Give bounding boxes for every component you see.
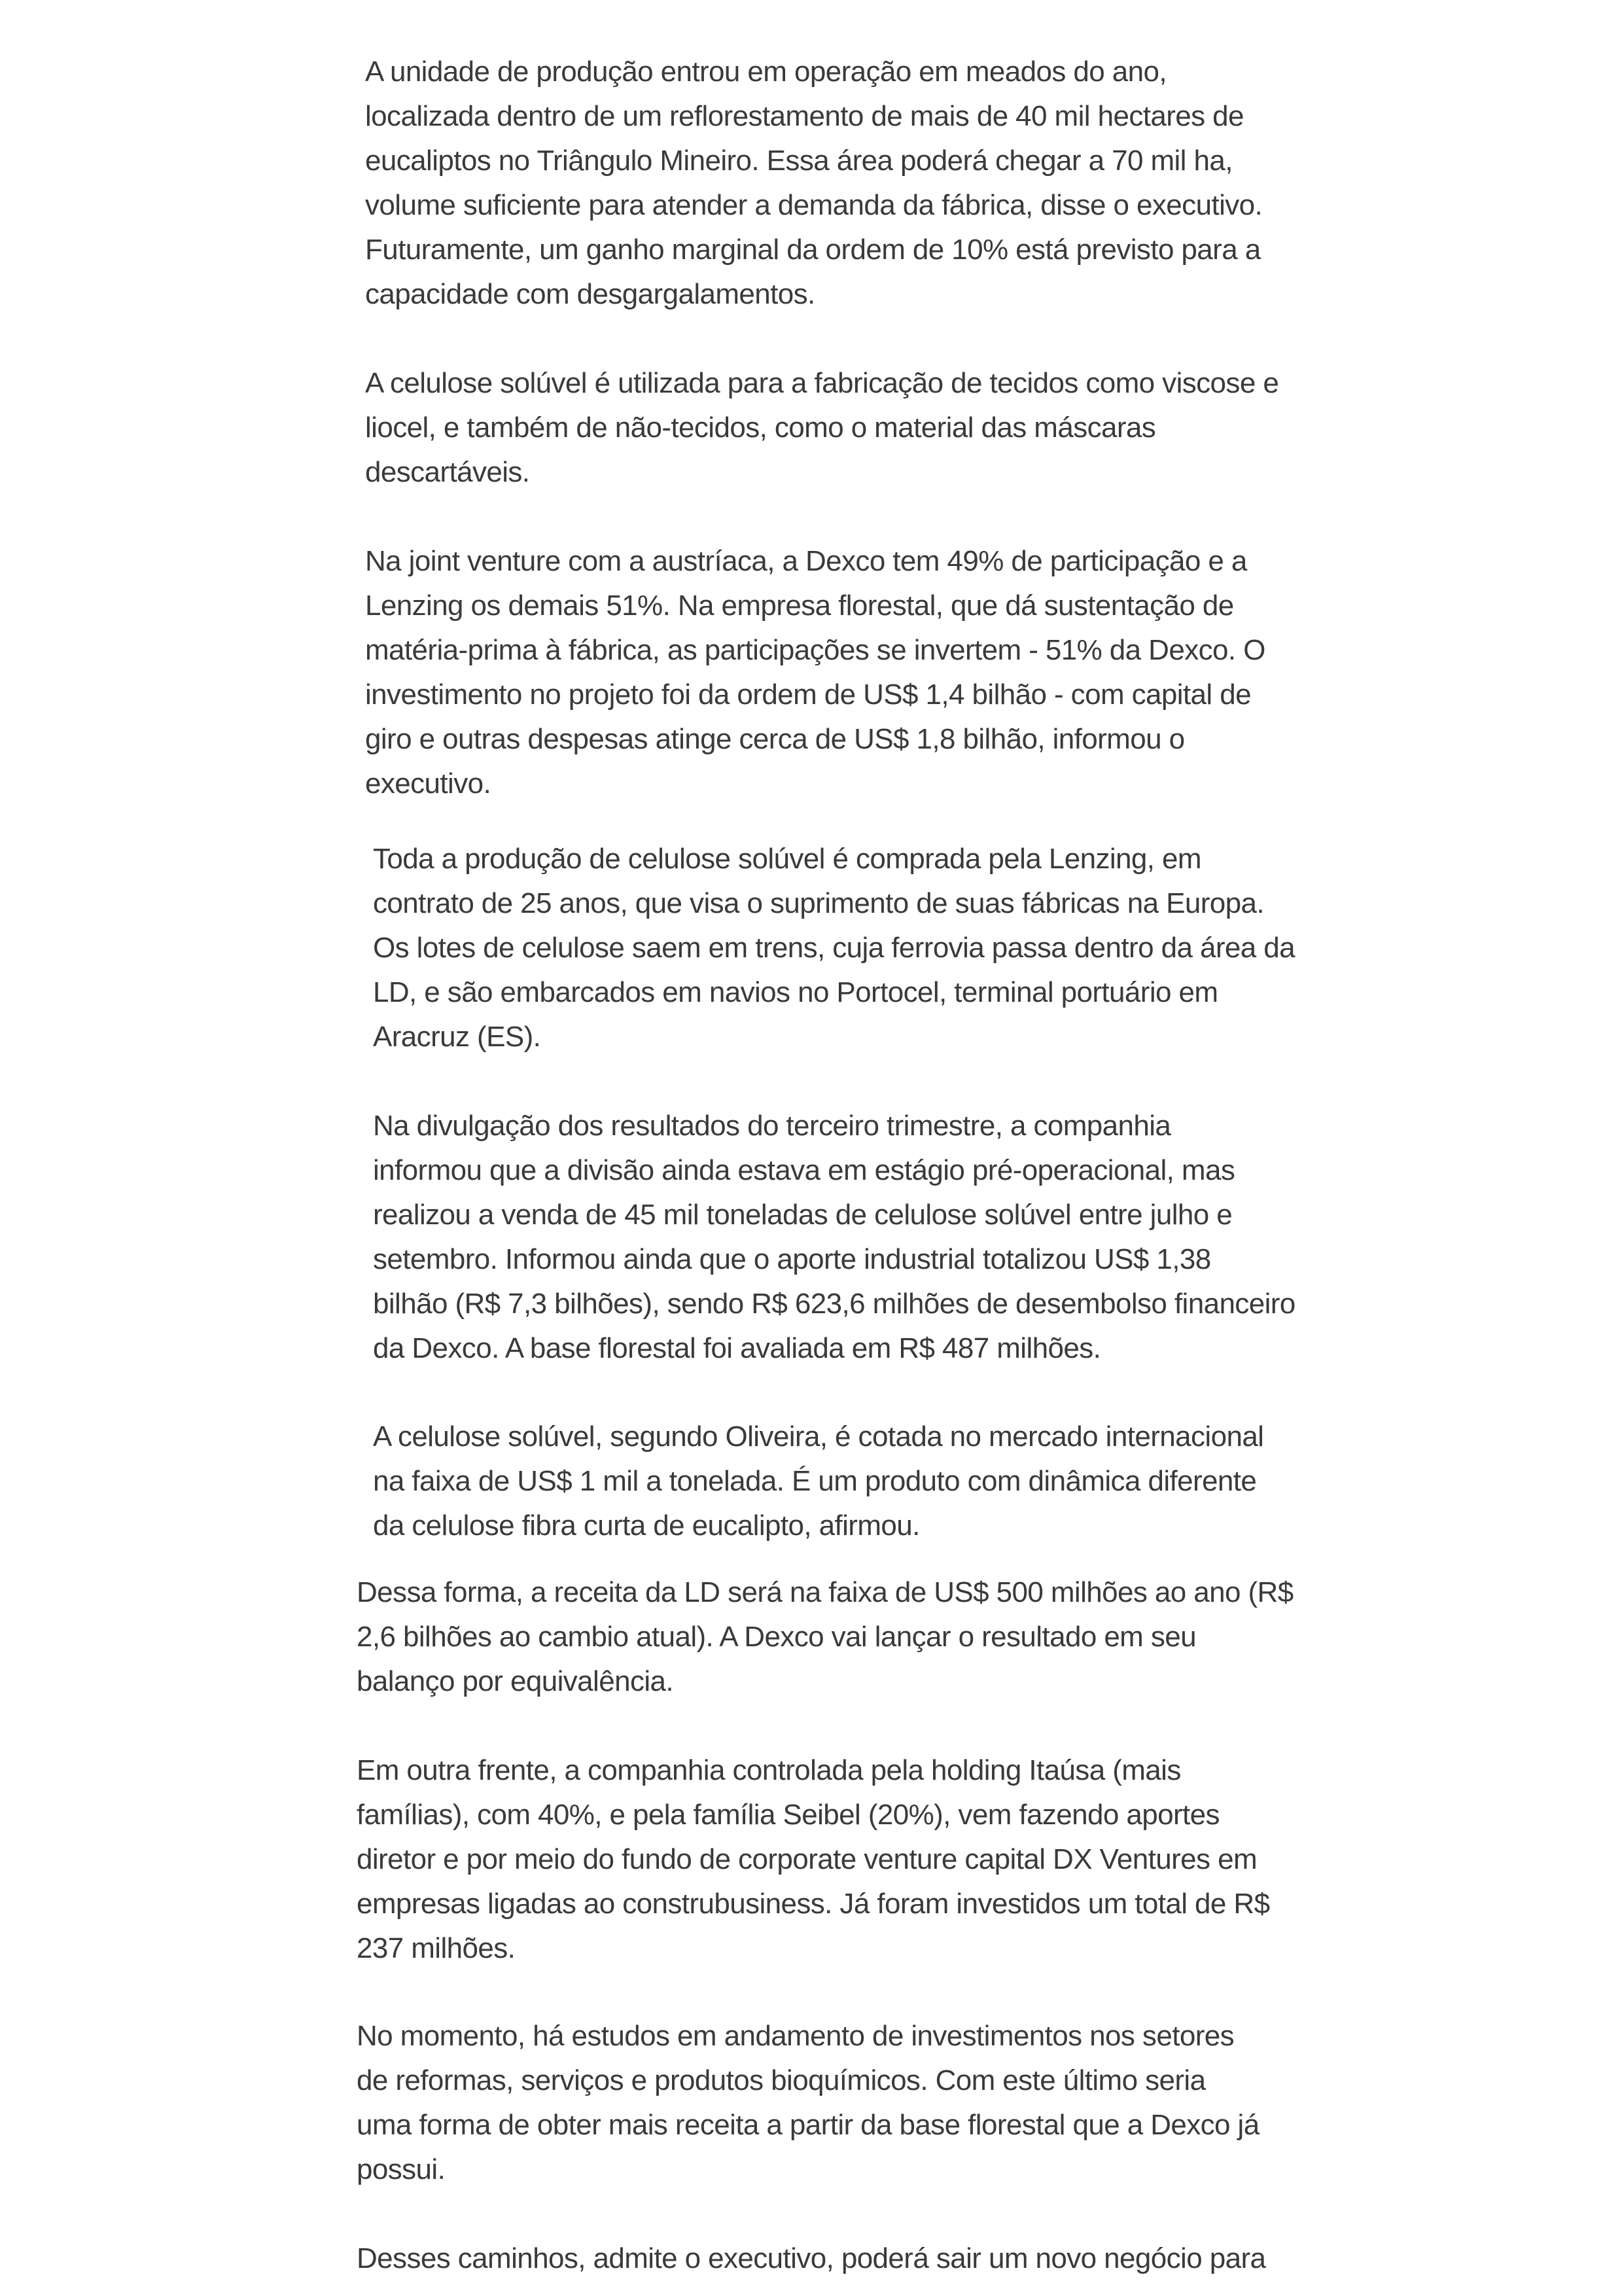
text-line: localizada dentro de um reflorestamento de mais de 40 mil hectares de (365, 100, 1244, 132)
text-line: executivo. (365, 768, 491, 800)
paragraph-new-studies (357, 2014, 1260, 2192)
text-line: Futuramente, um ganho marginal da ordem de 10% está previsto para a (365, 234, 1261, 266)
text-line: Toda a produção de celulose solúvel é comprada pela Lenzing, em (373, 843, 1201, 875)
paragraph-ld-revenue (357, 1570, 1294, 1704)
text-line: eucaliptos no Triângulo Mineiro. Essa área poderá chegar a 70 mil ha, (365, 145, 1233, 177)
text-line: volume suficiente para atender a demanda da fábrica, disse o executivo. (365, 189, 1263, 221)
text-line: uma forma de obter mais receita a partir da base florestal que a Dexco já (357, 2109, 1260, 2141)
text-line: Dessa forma, a receita da LD será na faixa de US$ 500 milhões ao ano (R$ (357, 1576, 1294, 1608)
text-line: na faixa de US$ 1 mil a tonelada. É um produto com dinâmica diferente (373, 1465, 1257, 1497)
text-line: liocel, e também de não-tecidos, como o material das máscaras (365, 412, 1156, 444)
text-line: Aracruz (ES). (373, 1021, 541, 1053)
paragraph-lenzing-contract (373, 837, 1295, 1059)
text-line: possui. (357, 2153, 446, 2185)
text-line: de reformas, serviços e produtos bioquímicos. Com este último seria (357, 2064, 1206, 2096)
text-line: Desses caminhos, admite o executivo, poderá sair um novo negócio para (357, 2242, 1266, 2274)
text-line: Lenzing os demais 51%. Na empresa florestal, que dá sustentação de (365, 590, 1234, 622)
text-line: setembro. Informou ainda que o aporte industrial totalizou US$ 1,38 (373, 1243, 1211, 1275)
text-line: A celulose solúvel, segundo Oliveira, é cotada no mercado internacional (373, 1421, 1264, 1453)
text-line: capacidade com desgargalamentos. (365, 278, 815, 310)
text-line: realizou a venda de 45 mil toneladas de celulose solúvel entre julho e (373, 1199, 1233, 1231)
text-line: A celulose solúvel é utilizada para a fabricação de tecidos como viscose e (365, 367, 1279, 399)
text-line: Na divulgação dos resultados do terceiro trimestre, a companhia (373, 1110, 1171, 1142)
paragraph-dx-ventures (357, 1748, 1269, 1971)
text-line: da celulose fibra curta de eucalipto, afirmou. (373, 1510, 920, 1542)
text-line: contrato de 25 anos, que visa o suprimento de suas fábricas na Europa. (373, 887, 1264, 919)
paragraph-production-unit (365, 50, 1262, 317)
text-line: 2,6 bilhões ao cambio atual). A Dexco vai lançar o resultado em seu (357, 1621, 1197, 1653)
text-line: Em outra frente, a companhia controlada pela holding Itaúsa (mais (357, 1754, 1181, 1786)
paragraph-new-business (357, 2236, 1265, 2281)
paragraph-soluble-cellulose-use (365, 361, 1278, 495)
text-line: LD, e são embarcados em navios no Portocel, terminal portuário em (373, 976, 1218, 1008)
text-line: giro e outras despesas atinge cerca de US$ 1,8 bilhão, informou o (365, 723, 1185, 755)
text-line: da Dexco. A base florestal foi avaliada em R$ 487 milhões. (373, 1332, 1101, 1364)
text-line: balanço por equivalência. (357, 1665, 674, 1697)
text-line: descartáveis. (365, 456, 530, 488)
text-line: famílias), com 40%, e pela família Seibel (20%), vem fazendo aportes (357, 1799, 1220, 1831)
text-line: 237 milhões. (357, 1932, 516, 1964)
text-line: bilhão (R$ 7,3 bilhões), sendo R$ 623,6 milhões de desembolso financeiro (373, 1288, 1296, 1320)
text-line: empresas ligadas ao construbusiness. Já foram investidos um total de R$ (357, 1888, 1270, 1920)
text-line: A unidade de produção entrou em operação em meados do ano, (365, 56, 1167, 88)
text-line: investimento no projeto foi da ordem de US$ 1,4 bilhão - com capital de (365, 679, 1251, 711)
text-line: No momento, há estudos em andamento de investimentos nos setores (357, 2020, 1235, 2052)
paragraph-market-price (373, 1415, 1263, 1548)
text-line: diretor e por meio do fundo de corporate venture capital DX Ventures em (357, 1843, 1257, 1875)
paragraph-joint-venture (365, 539, 1265, 806)
text-line: Os lotes de celulose saem em trens, cuja ferrovia passa dentro da área da (373, 932, 1295, 964)
text-line: Na joint venture com a austríaca, a Dexco tem 49% de participação e a (365, 545, 1247, 577)
paragraph-third-quarter-results (373, 1104, 1296, 1371)
text-line: matéria-prima à fábrica, as participações se invertem - 51% da Dexco. O (365, 634, 1265, 666)
text-line: informou que a divisão ainda estava em estágio pré-operacional, mas (373, 1154, 1235, 1186)
